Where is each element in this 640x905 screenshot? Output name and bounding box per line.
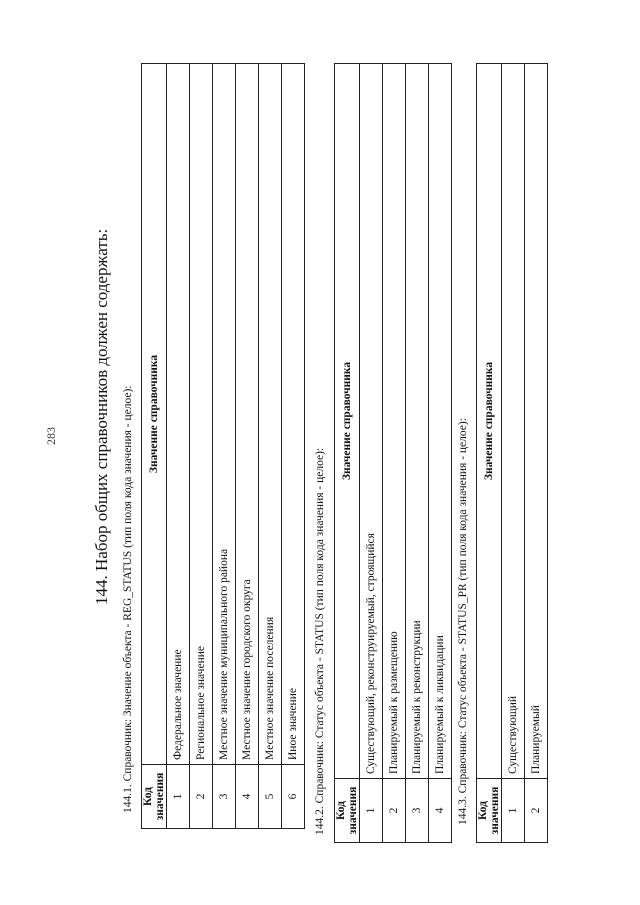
page-title: 144. Набор общих справочников должен содержать: xyxy=(92,228,111,605)
value-cell: Местное значение городского округа xyxy=(236,64,259,765)
value-cell: Существующий, реконструируемый, строящийся xyxy=(360,64,383,779)
code-cell: 3 xyxy=(406,779,429,843)
code-cell: 3 xyxy=(213,765,236,829)
table-caption: 144.3. Справочник: Статус объекта - STATUS_PR (тип поля кода значения - целое): xyxy=(457,418,469,825)
code-cell: 2 xyxy=(525,779,548,843)
code-cell: 4 xyxy=(236,765,259,829)
column-header-value: Значение справочника xyxy=(335,64,360,779)
value-cell: Местное значение поселения xyxy=(259,64,282,765)
value-cell: Планируемый xyxy=(525,64,548,779)
table-row xyxy=(167,64,190,829)
code-cell: 2 xyxy=(383,779,406,843)
column-header-value: Значение справочника xyxy=(477,64,502,779)
column-header-code: Код значения xyxy=(335,779,360,843)
table-row xyxy=(406,64,429,843)
reference-table-status xyxy=(334,63,452,843)
value-cell: Планируемый к ликвидации xyxy=(429,64,452,779)
reference-table-reg-status xyxy=(141,63,305,829)
table-row xyxy=(429,64,452,843)
column-header-code: Код значения xyxy=(142,765,167,829)
table-caption: 144.2. Справочник: Статус объекта - STATUS (тип поля кода значения - целое): xyxy=(314,447,326,835)
value-cell: Планируемый к размещению xyxy=(383,64,406,779)
table-header-row xyxy=(477,64,502,843)
table-row xyxy=(236,64,259,829)
page-number: 283 xyxy=(44,427,58,445)
code-cell: 1 xyxy=(167,765,190,829)
table-row xyxy=(383,64,406,843)
value-cell: Федеральное значение xyxy=(167,64,190,765)
code-cell: 6 xyxy=(282,765,305,829)
value-cell: Иное значение xyxy=(282,64,305,765)
value-cell: Планируемый к реконструкции xyxy=(406,64,429,779)
code-cell: 4 xyxy=(429,779,452,843)
value-cell: Существующий xyxy=(502,64,525,779)
table-row xyxy=(259,64,282,829)
table-row xyxy=(525,64,548,843)
table-caption: 144.1. Справочник: Значение объекта - REG_STATUS (тип поля кода значения - целое): xyxy=(122,385,134,813)
code-cell: 5 xyxy=(259,765,282,829)
code-cell: 1 xyxy=(502,779,525,843)
column-header-code: Код значения xyxy=(477,779,502,843)
column-header-value: Значение справочника xyxy=(142,64,167,765)
value-cell: Региональное значение xyxy=(190,64,213,765)
table-row xyxy=(190,64,213,829)
table-row xyxy=(360,64,383,843)
table-row xyxy=(282,64,305,829)
value-cell: Местное значение муниципального района xyxy=(213,64,236,765)
table-row xyxy=(213,64,236,829)
code-cell: 1 xyxy=(360,779,383,843)
reference-table-status-pr xyxy=(476,63,548,843)
code-cell: 2 xyxy=(190,765,213,829)
table-header-row xyxy=(335,64,360,843)
table-header-row xyxy=(142,64,167,829)
table-row xyxy=(502,64,525,843)
